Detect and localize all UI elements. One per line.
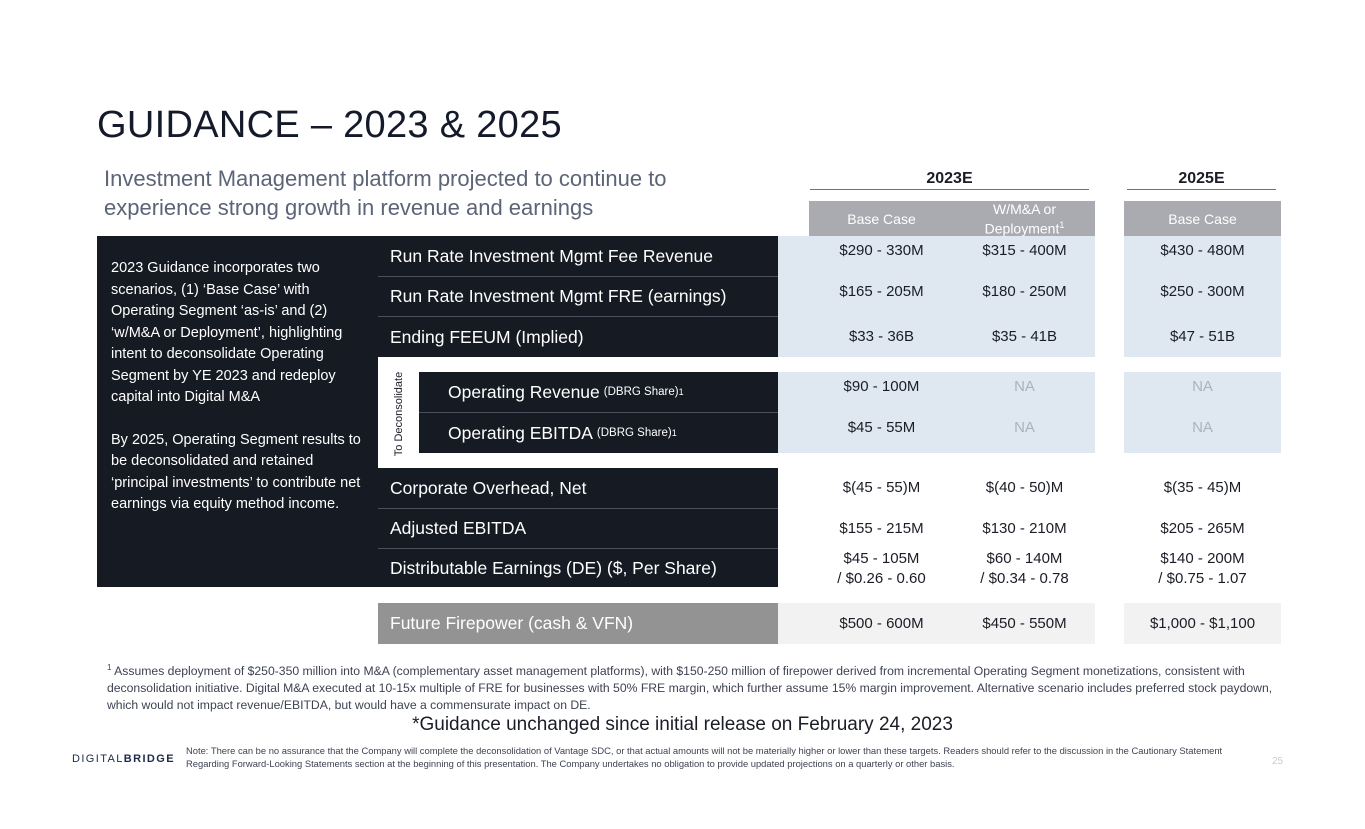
footnote-marker: 1 <box>671 428 677 438</box>
cell-operating-ebitda-base-2023: $45 - 55M <box>847 419 916 436</box>
cell-per-share-value: / $0.75 - 1.07 <box>1158 570 1247 587</box>
cell-feeum-wma-2023: $35 - 41B <box>991 328 1058 345</box>
column-header-base-case-2023 <box>809 201 954 236</box>
cell-value: $60 - 140M <box>986 550 1063 567</box>
year-underline-2025 <box>1127 189 1276 190</box>
year-header-2025: 2025E <box>1178 170 1225 187</box>
cell-operating-revenue-base-2023: $90 - 100M <box>843 378 920 395</box>
cell-per-share-value: / $0.26 - 0.60 <box>837 570 926 587</box>
guidance-description-panel <box>97 236 378 587</box>
cell-operating-ebitda-base-2025: NA <box>1192 419 1213 436</box>
row-label-operating-ebitda <box>419 413 778 453</box>
column-header-label: Base Case <box>1168 210 1237 227</box>
cell-fre-wma-2023: $180 - 250M <box>982 283 1067 300</box>
year-underline-2023 <box>810 189 1089 190</box>
cell-fre-base-2025: $250 - 300M <box>1160 283 1245 300</box>
cell-fre-base-2023: $165 - 205M <box>839 283 924 300</box>
cell-firepower-base-2025: $1,000 - $1,100 <box>1149 614 1256 632</box>
cell-adjusted-ebitda-wma-2023: $130 - 210M <box>982 519 1067 537</box>
row-label-text: Ending FEEUM (Implied) <box>390 326 584 347</box>
column-header-label: W/M&A or <box>992 200 1056 217</box>
row-label-qualifier: (DBRG Share) <box>603 386 679 398</box>
row-label-distributable-earnings <box>378 549 778 587</box>
row-label-text: Adjusted EBITDA <box>390 518 527 538</box>
row-label-fee-revenue <box>378 236 778 276</box>
page-number: 25 <box>1272 756 1284 767</box>
disclaimer-note: Note: There can be no assurance that the Company will complete the deconsolidation of Vantage SDC, or that actual amounts will not be materially higher or lower than these targets. Readers should refer to the discussion in the Cautionary Statement Regarding Forward-Looking Statements section at the beginning of this presentation. The Company undertakes no obligation to provide updated projections on a quarterly or other basis. <box>186 745 1223 769</box>
cell-per-share-value: / $0.34 - 0.78 <box>980 570 1069 587</box>
cell-corporate-overhead-base-2025: $(35 - 45)M <box>1163 479 1242 496</box>
row-label-feeum <box>378 317 778 357</box>
slide-subtitle: Investment Management platform projected to continue to experience strong growth in revenue and earnings <box>104 166 667 220</box>
cell-de-base-2025 <box>1124 549 1281 589</box>
description-paragraph: 2023 Guidance incorporates two scenarios, (1) ‘Base Case’ with Operating Segment ‘as-is’ and (2) ‘w/M&A or Deployment’, highlighting intent to deconsolidate Operating Segment by YE 2023 and redeploy capital into Digital M&A <box>111 260 343 405</box>
cell-fee-revenue-base-2023: $290 - 330M <box>839 242 924 259</box>
row-label-fre <box>378 277 778 316</box>
footnote <box>107 659 1287 714</box>
cell-fee-revenue-wma-2023: $315 - 400M <box>982 242 1067 259</box>
row-label-text: Corporate Overhead, Net <box>390 477 587 498</box>
cell-corporate-overhead-base-2023: $(45 - 55)M <box>842 479 921 496</box>
footnote-marker: 1 <box>107 663 112 672</box>
cell-value: $45 - 105M <box>843 550 920 567</box>
cell-operating-revenue-base-2025: NA <box>1192 378 1213 395</box>
column-header-wma-2023 <box>954 201 1095 236</box>
column-header-base-case-2025 <box>1124 201 1281 236</box>
row-label-adjusted-ebitda <box>378 509 778 548</box>
row-label-text: Operating EBITDA <box>448 422 593 443</box>
cell-fee-revenue-base-2025: $430 - 480M <box>1160 242 1245 259</box>
cell-feeum-base-2023: $33 - 36B <box>848 328 915 345</box>
cell-firepower-base-2023: $500 - 600M <box>839 614 924 632</box>
slide-title: GUIDANCE – 2023 & 2025 <box>97 104 562 146</box>
cell-adjusted-ebitda-base-2023: $155 - 215M <box>839 519 924 537</box>
cell-adjusted-ebitda-base-2025: $205 - 265M <box>1160 519 1245 537</box>
cell-operating-ebitda-wma-2023: NA <box>1014 419 1035 436</box>
column-header-label: Base Case <box>847 210 916 227</box>
cell-corporate-overhead-wma-2023: $(40 - 50)M <box>985 479 1064 496</box>
footnote-marker: 1 <box>678 387 684 397</box>
digitalbridge-logo: DIGITALBRIDGE <box>72 753 175 765</box>
cell-operating-revenue-wma-2023: NA <box>1014 378 1035 395</box>
row-label-text: Distributable Earnings (DE) ($, Per Share) <box>390 557 717 578</box>
to-deconsolidate-label: To Deconsolidate <box>393 371 405 457</box>
cell-de-wma-2023 <box>954 549 1095 589</box>
cell-feeum-base-2025: $47 - 51B <box>1169 328 1236 345</box>
cell-firepower-wma-2023: $450 - 550M <box>982 614 1067 632</box>
footnote-text: Assumes deployment of $250-350 million into M&A (complementary asset management platforms), with $150-250 million of firepower derived from incremental Operating Segment monetizations, consistent with deconsolidation initiative. Digital M&A executed at 10-15x multiple of FRE for businesses with 50% FRE margin, which further assume 15% margin improvement. Alternative scenario includes preferred stock paydown, which would not impact revenue/EBITDA, but would have a commensurate impact on DE. <box>107 664 1273 713</box>
cell-de-base-2023 <box>809 549 954 589</box>
row-label-operating-revenue <box>419 372 778 412</box>
row-label-text: Run Rate Investment Mgmt Fee Revenue <box>390 245 713 266</box>
column-header-label: Deployment <box>984 220 1060 237</box>
footnote-marker: 1 <box>1059 219 1065 230</box>
cell-value: $140 - 200M <box>1160 550 1245 567</box>
description-paragraph: By 2025, Operating Segment results to be deconsolidated and retained ‘principal investments’ to contribute net earnings via equity method income. <box>111 431 361 512</box>
row-label-qualifier: (DBRG Share) <box>596 427 672 439</box>
row-label-future-firepower <box>378 603 778 644</box>
row-label-text: Future Firepower (cash & VFN) <box>390 613 634 633</box>
row-label-text: Run Rate Investment Mgmt FRE (earnings) <box>390 286 727 306</box>
guidance-unchanged-note: *Guidance unchanged since initial release on February 24, 2023 <box>412 714 953 735</box>
row-label-text: Operating Revenue <box>448 381 600 402</box>
row-label-corporate-overhead <box>378 468 778 508</box>
year-header-2023: 2023E <box>926 170 973 187</box>
